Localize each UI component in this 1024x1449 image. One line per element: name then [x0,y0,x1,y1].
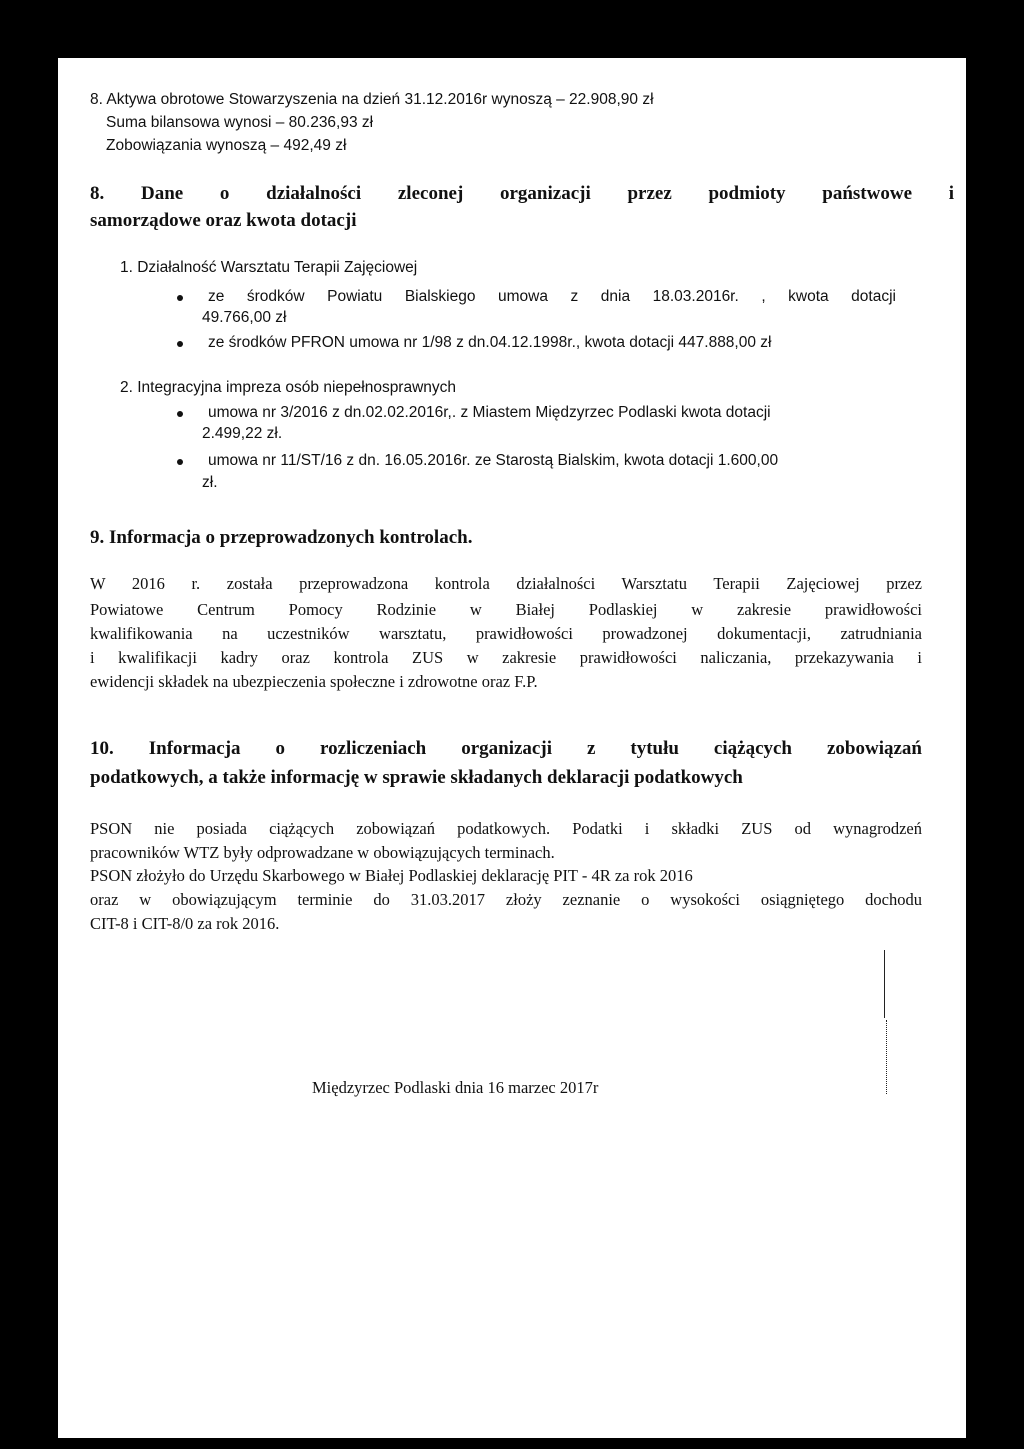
signature-stroke [884,950,885,1018]
document-page [58,58,966,1438]
section-10-heading-line1: 10. Informacja o rozliczeniach organizacji z tytułu ciążących zobowiązań [90,738,922,759]
paragraph-line: oraz w obowiązującym terminie do 31.03.2017 złoży zeznanie o wysokości osiągniętego dochodu [90,890,922,909]
paragraph-line: CIT-8 i CIT-8/0 za rok 2016. [90,914,280,933]
section-10-heading-line2: podatkowych, a także informację w sprawie składanych deklaracji podatkowych [90,767,743,788]
paragraph-line: PSON nie posiada ciążących zobowiązań podatkowych. Podatki i składki ZUS od wynagrodzeń [90,819,922,838]
item-2-bullet-2-line1: umowa nr 11/ST/16 z dn. 16.05.2016r. ze Starostą Bialskim, kwota dotacji 1.600,00 [208,452,779,469]
paragraph-line: W 2016 r. została przeprowadzona kontrola działalności Warsztatu Terapii Zajęciowej przez [90,574,922,593]
section-8-heading-line1: 8. Dane o działalności zleconej organizacji przez podmioty państwowe i [90,183,954,204]
paragraph-line: pracowników WTZ były odprowadzane w obowiązujących terminach. [90,843,555,862]
item-2-bullet-1-line2: 2.499,22 zł. [202,425,283,442]
paragraph-line: PSON złożyło do Urzędu Skarbowego w Białej Podlaskiej deklarację PIT - 4R za rok 2016 [90,866,693,885]
paragraph-line: ewidencji składek na ubezpieczenia społeczne i zdrowotne oraz F.P. [90,672,538,691]
item-2-title: 2. Integracyjna impreza osób niepełnosprawnych [120,379,457,396]
place-date: Międzyrzec Podlaski dnia 16 marzec 2017r [312,1078,599,1097]
paragraph-line: kwalifikowania na uczestników warsztatu, prawidłowości prowadzonej dokumentacji, zatrudniania [90,624,922,643]
paragraph-line: i kwalifikacji kadry oraz kontrola ZUS w zakresie prawidłowości naliczania, przekazywania i [90,648,922,667]
section-8-heading-line2: samorządowe oraz kwota dotacji [90,210,357,231]
liabilities-line: Zobowiązania wynoszą – 492,49 zł [106,137,347,154]
signature-stroke [886,1020,887,1094]
paragraph-line: Powiatowe Centrum Pomocy Rodzinie w Białej Podlaskiej w zakresie prawidłowości [90,600,922,619]
section-9-heading: 9. Informacja o przeprowadzonych kontrolach. [90,527,473,548]
item-1-bullet-1-line2: 49.766,00 zł [202,309,287,326]
item-1-bullet-1-line1: ze środków Powiatu Bialskiego umowa z dnia 18.03.2016r. , kwota dotacji [208,288,896,305]
balance-line: Suma bilansowa wynosi – 80.236,93 zł [106,114,374,131]
item-2-bullet-2-line2: zł. [202,474,218,491]
item-1-title: 1. Działalność Warsztatu Terapii Zajęciowej [120,259,418,276]
bullet-icon [177,411,183,417]
item-2-bullet-1-line1: umowa nr 3/2016 z dn.02.02.2016r,. z Miastem Międzyrzec Podlaski kwota dotacji [208,404,771,421]
bullet-icon [177,459,183,465]
assets-line: 8. Aktywa obrotowe Stowarzyszenia na dzień 31.12.2016r wynoszą – 22.908,90 zł [90,91,654,108]
bullet-icon [177,341,183,347]
bullet-icon [177,295,183,301]
item-1-bullet-2: ze środków PFRON umowa nr 1/98 z dn.04.12.1998r., kwota dotacji 447.888,00 zł [208,334,772,351]
